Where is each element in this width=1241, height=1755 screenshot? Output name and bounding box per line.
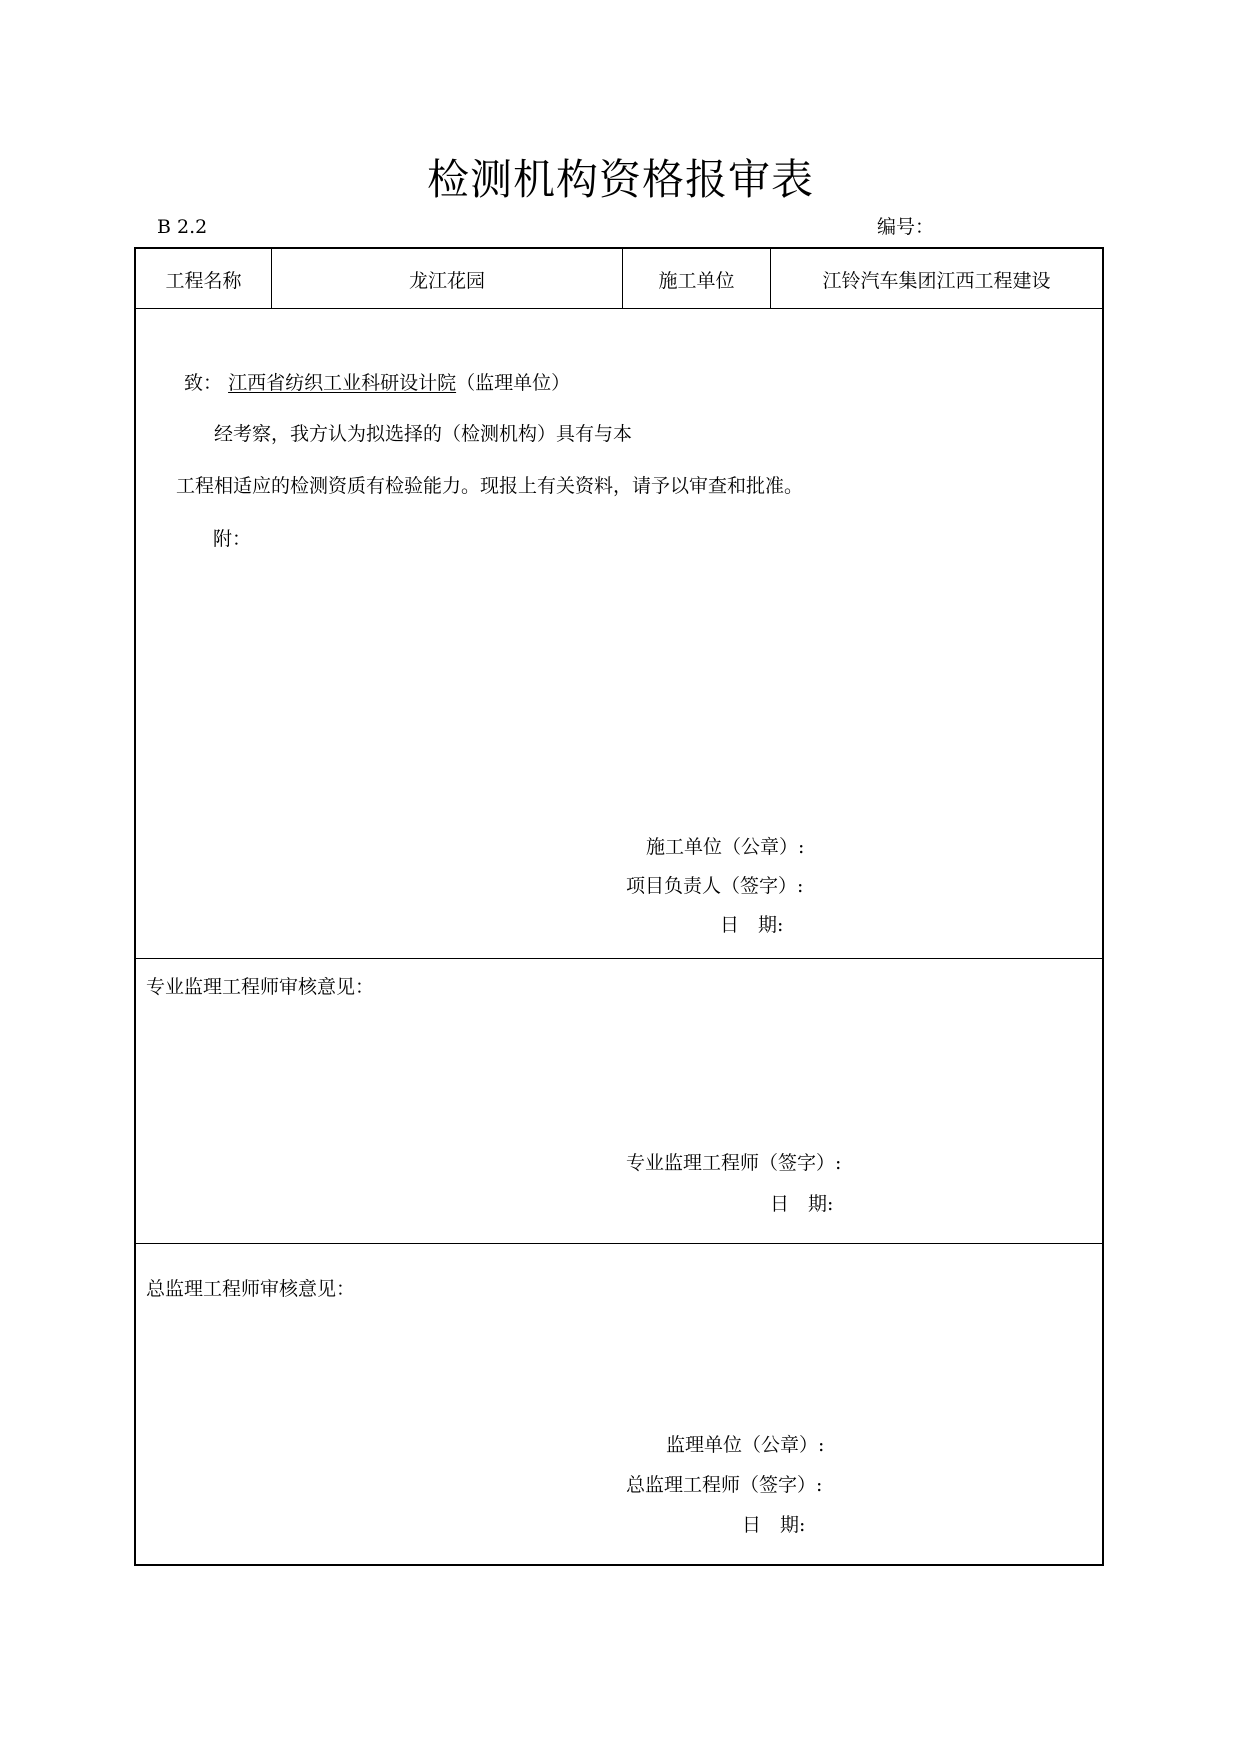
specialist-signature-label: 专业监理工程师（签字）:	[626, 1152, 842, 1174]
specialist-date-label: 日 期:	[770, 1193, 834, 1215]
project-name-label: 工程名称	[165, 269, 242, 292]
supervision-seal-label: 监理单位（公章）:	[666, 1434, 825, 1456]
chief-signature-label: 总监理工程师（签字）:	[626, 1474, 823, 1496]
supervision-unit-name: 江西省纺织工业科研设计院	[228, 372, 457, 394]
specialist-review-heading: 专业监理工程师审核意见：	[146, 976, 375, 998]
chief-date-label: 日 期:	[742, 1514, 806, 1536]
application-body-line-1: 经考察，我方认为拟选择的（检测机构）具有与本	[214, 423, 633, 445]
contractor-seal-label: 施工单位（公章）:	[646, 836, 805, 858]
to-label: 致：	[184, 372, 223, 394]
form-code: B 2.2	[157, 216, 208, 238]
project-manager-signature-label: 项目负责人（签字）:	[626, 875, 804, 897]
to-suffix: （监理单位）	[456, 372, 571, 394]
document-number-label: 编号：	[877, 216, 935, 238]
contractor-label: 施工单位	[658, 269, 735, 292]
form-table	[134, 247, 1104, 1566]
application-date-label: 日 期:	[720, 914, 784, 936]
chief-review-heading: 总监理工程师审核意见：	[146, 1278, 356, 1300]
section-divider	[136, 1243, 1102, 1244]
contractor-value: 江铃汽车集团江西工程建设	[822, 269, 1051, 292]
attachment-label: 附：	[213, 528, 252, 550]
document-title: 检测机构资格报审表	[426, 155, 814, 204]
to-line	[184, 370, 570, 396]
row-divider	[136, 308, 1102, 309]
project-name-value: 龙江花园	[408, 269, 485, 292]
application-body-line-2: 工程相适应的检测资质有检验能力。现报上有关资料，请予以审查和批准。	[176, 475, 804, 497]
section-divider	[136, 958, 1102, 959]
